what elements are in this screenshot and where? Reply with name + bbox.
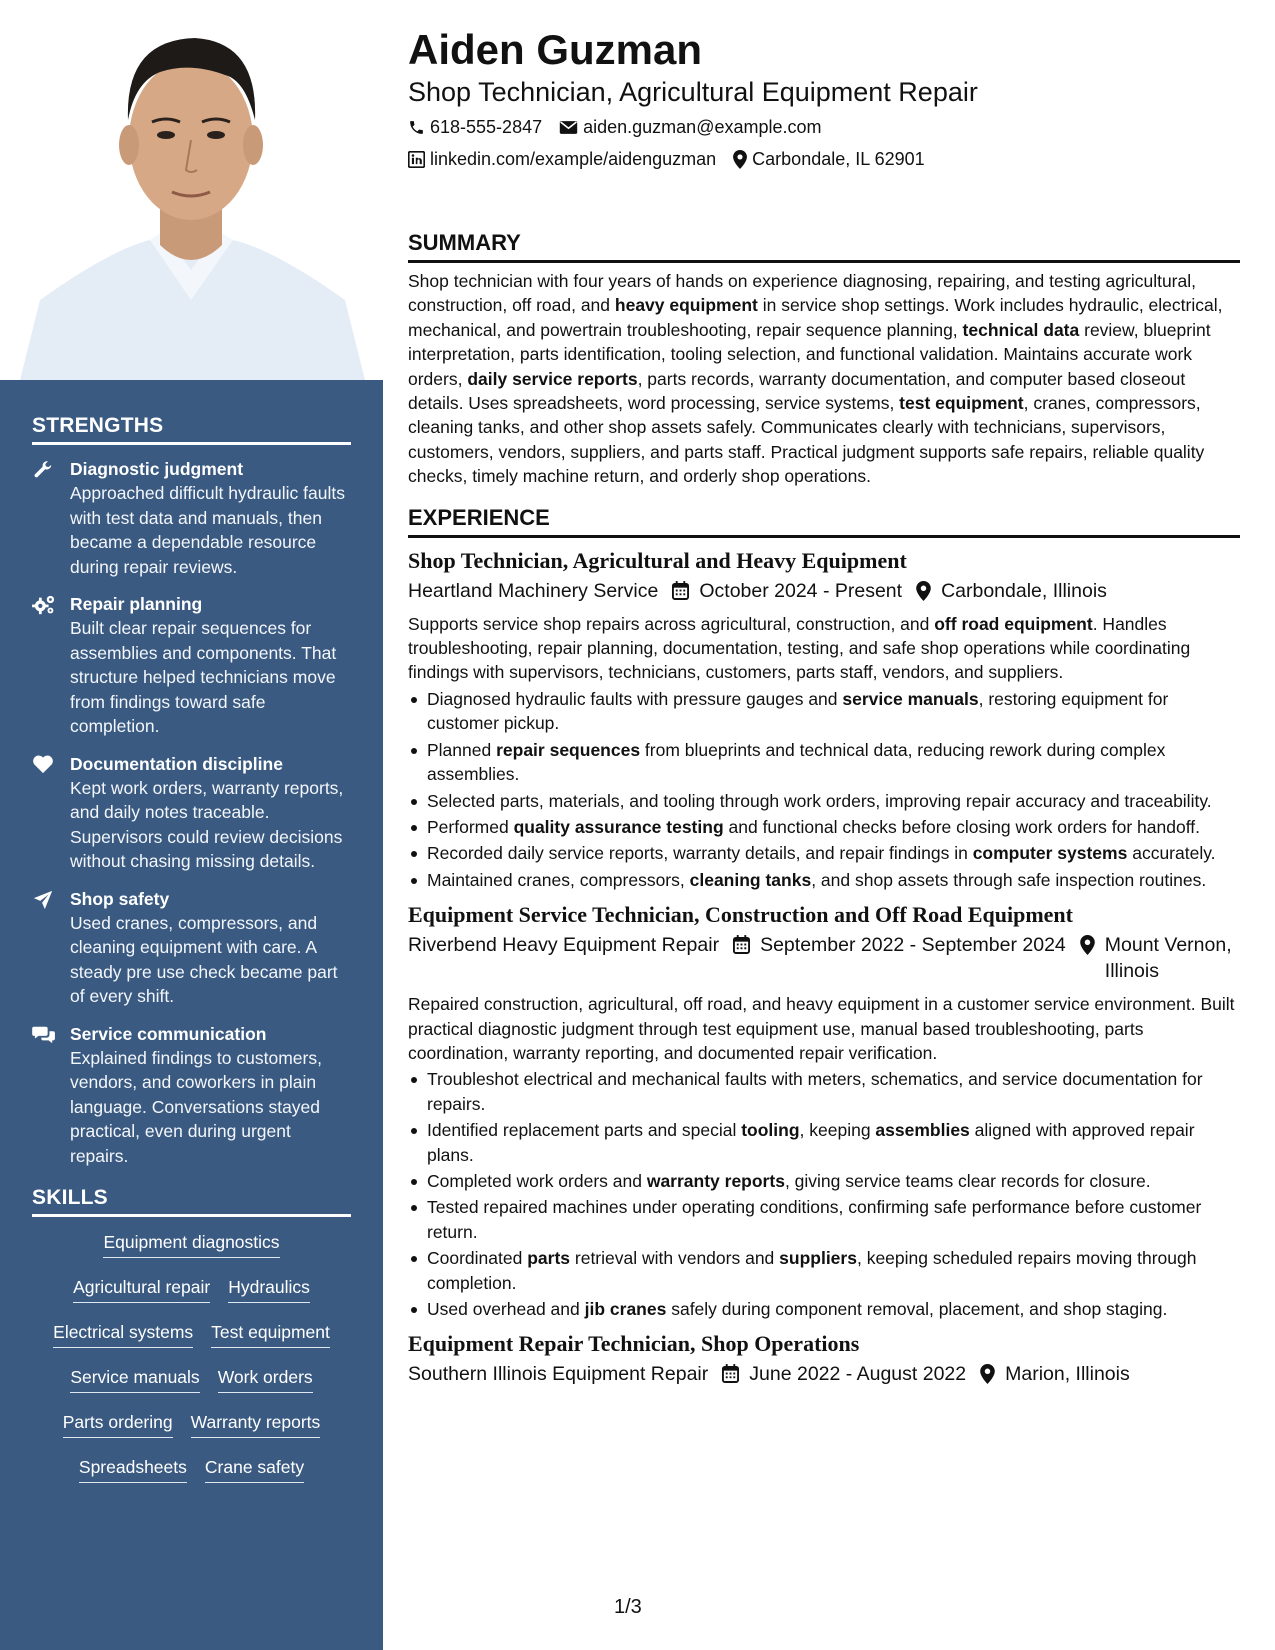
profile-photo	[0, 0, 383, 380]
date-range: June 2022 - August 2022	[749, 1363, 967, 1386]
job-company	[408, 932, 719, 958]
location-text: Marion, Illinois	[1005, 1363, 1130, 1386]
phone-contact[interactable]	[408, 114, 542, 140]
wrench-icon	[32, 457, 70, 579]
chat-bubbles-icon	[32, 1022, 70, 1169]
job-bullet	[408, 1297, 1240, 1321]
job-bullet	[408, 841, 1240, 865]
calendar-icon	[733, 935, 750, 954]
job-title: Equipment Repair Technician, Shop Operations	[408, 1331, 860, 1357]
experience-entry	[408, 900, 1240, 1321]
skill-tag: Warranty reports	[191, 1409, 321, 1438]
job-location	[980, 1361, 1130, 1387]
main-content	[408, 0, 1240, 1650]
job-bullet	[408, 815, 1240, 839]
job-bullets	[408, 687, 1240, 892]
text-run: Recorded daily service reports, warranty details, and repair findings in	[427, 843, 973, 864]
skill-tag: Work orders	[218, 1364, 313, 1393]
map-pin-icon	[733, 150, 747, 169]
bold-text: parts	[527, 1248, 571, 1269]
skill-tag: Test equipment	[211, 1319, 330, 1348]
strength-description: Used cranes, compressors, and cleaning equipment with care. A steady pre use check became part of every shift.	[70, 912, 338, 1006]
strength-title: Service communication	[70, 1023, 267, 1044]
sidebar	[0, 0, 383, 1650]
linkedin-icon	[408, 151, 425, 168]
map-pin-icon	[980, 1364, 995, 1384]
contact-row	[408, 146, 1240, 172]
phone-icon	[408, 119, 425, 136]
skills-row	[32, 1364, 351, 1393]
job-bullet	[408, 1169, 1240, 1193]
skill-tag: Agricultural repair	[73, 1274, 210, 1303]
bold-text: quality assurance testing	[513, 816, 724, 837]
linkedin-contact[interactable]	[408, 146, 716, 172]
text-run: Performed	[427, 816, 514, 837]
skill-tag: Hydraulics	[228, 1274, 310, 1303]
bold-text: repair sequences	[496, 739, 641, 760]
text-run: review, blueprint interpretation, parts identification, tooling selection, and functional validation. Maintains accurate work orders,	[408, 319, 1211, 389]
contact-row	[408, 114, 1240, 140]
bold-text: warranty reports	[646, 1170, 785, 1191]
job-bullet	[408, 687, 1240, 736]
job-meta	[408, 932, 1240, 984]
strength-description: Explained findings to customers, vendors, and coworkers in plain language. Conversations stayed practical, even during urgent repairs.	[70, 1047, 322, 1166]
summary-text	[408, 269, 1240, 489]
job-dates	[722, 1361, 966, 1387]
text-run: Shop technician with four years of hands on experience diagnosing, repairing, and testing agricultural, construction, off road, and	[408, 271, 1196, 316]
bold-text: technical data	[962, 319, 1080, 340]
job-meta	[408, 578, 1240, 604]
skills-row	[32, 1229, 351, 1258]
map-pin-icon	[1080, 935, 1095, 955]
text-run: accurately.	[1127, 843, 1216, 864]
experience-heading: EXPERIENCE	[408, 505, 1240, 538]
experience-entry	[408, 1329, 1240, 1387]
heart-icon	[32, 752, 70, 874]
text-run: , cranes, compressors, cleaning tanks, and other shop assets safely. Communicates clearly with technicians, supervisors, customers, vendors, suppliers, and parts staff. Practical judgment supports safe repairs, reliable quality checks, timely machine return, and orderly shop operations.	[408, 393, 1205, 487]
job-company	[408, 1361, 708, 1387]
text-run: , parts records, warranty documentation, and computer based closeout details. Uses spreadsheets, word processing, service systems,	[408, 368, 1186, 414]
candidate-name: Aiden Guzman	[408, 26, 703, 73]
text-run: Troubleshot electrical and mechanical faults with meters, schematics, and service documentation for repairs.	[427, 1069, 1203, 1114]
strength-item	[32, 457, 351, 579]
text-run: , giving service teams clear records for closure.	[784, 1170, 1151, 1191]
text-run: , restoring equipment for customer pickup.	[427, 688, 1169, 734]
text-run: Supports service shop repairs across agricultural, construction, and	[408, 613, 935, 634]
location-text: Mount Vernon, Illinois	[1104, 934, 1232, 983]
job-title: Shop Technician, Agricultural and Heavy Equipment	[408, 547, 907, 573]
text-run: Planned	[427, 739, 497, 760]
map-pin-icon	[916, 581, 931, 601]
strength-title: Documentation discipline	[70, 753, 283, 774]
bold-text: off road equipment	[934, 613, 1093, 634]
location-contact	[733, 146, 924, 172]
job-title: Equipment Service Technician, Construction and Off Road Equipment	[408, 902, 1073, 928]
strengths-heading: STRENGTHS	[32, 414, 351, 445]
strength-description: Built clear repair sequences for assemblies and components. That structure helped technicians move from findings toward safe completion.	[70, 618, 337, 736]
bold-text: cleaning tanks	[689, 869, 812, 890]
text-run: . Handles troubleshooting, repair planning, documentation, testing, and safe shop operations while coordinating findings with supervisors, technicians, customers, parts staff, vendors, and suppliers.	[408, 613, 1191, 683]
bold-text: tooling	[741, 1120, 800, 1141]
text-run: Diagnosed hydraulic faults with pressure gauges and	[427, 688, 843, 709]
strength-item	[32, 752, 351, 874]
job-location	[916, 578, 1107, 604]
sidebar-panel	[0, 380, 383, 1650]
date-range: October 2024 - Present	[699, 579, 903, 602]
job-dates	[733, 932, 1066, 958]
text-run: aligned with approved repair plans.	[427, 1120, 1195, 1165]
text-run: Maintained cranes, compressors,	[427, 869, 690, 890]
text-run: Repaired construction, agricultural, off road, and heavy equipment in a customer service environment. Built practical diagnostic judgment through test equipment use, manual based troubleshooting, parts coordination, warranty reporting, and documented repair verification.	[408, 994, 1235, 1063]
experience-entry	[408, 546, 1240, 892]
skills-row	[32, 1454, 351, 1483]
text-run: , keeping scheduled repairs moving through completion.	[427, 1248, 1197, 1293]
paper-plane-icon	[32, 887, 70, 1009]
text-run: in service shop settings. Work includes hydraulic, electrical, mechanical, and powertrain troubleshooting, repair sequence planning,	[408, 295, 1223, 340]
job-description	[408, 992, 1240, 1065]
strength-title: Shop safety	[70, 888, 170, 909]
text-run: Completed work orders and	[427, 1170, 647, 1191]
summary-heading: SUMMARY	[408, 230, 1240, 263]
page-number: 1/3	[614, 1596, 642, 1618]
phone-text: 618-555-2847	[430, 117, 543, 137]
text-run: , keeping	[799, 1120, 876, 1141]
company-name: Heartland Machinery Service	[408, 579, 659, 602]
text-run: safely during component removal, placement, and shop staging.	[666, 1299, 1168, 1319]
skill-tag: Equipment diagnostics	[103, 1229, 279, 1258]
job-bullet	[408, 738, 1240, 787]
bold-text: service manuals	[842, 688, 979, 709]
text-run: and functional checks before closing work orders for handoff.	[723, 816, 1200, 837]
company-name: Riverbend Heavy Equipment Repair	[408, 934, 720, 957]
strength-item	[32, 887, 351, 1009]
company-name: Southern Illinois Equipment Repair	[408, 1363, 709, 1386]
strength-description: Approached difficult hydraulic faults with test data and manuals, then became a dependable resource during repair reviews.	[70, 483, 345, 577]
job-bullets	[408, 1067, 1240, 1321]
bold-text: test equipment	[899, 393, 1024, 414]
text-run: Coordinated	[427, 1248, 528, 1269]
strength-title: Diagnostic judgment	[70, 459, 244, 479]
text-run: Tested repaired machines under operating conditions, confirming safe performance before customer return.	[427, 1197, 1202, 1242]
bold-text: computer systems	[972, 843, 1128, 864]
email-contact[interactable]	[559, 114, 821, 140]
skill-tag: Service manuals	[70, 1364, 199, 1393]
skills-heading: SKILLS	[32, 1186, 351, 1217]
bold-text: assemblies	[875, 1120, 970, 1141]
job-bullet	[408, 868, 1240, 892]
text-run: retrieval with vendors and	[570, 1248, 780, 1269]
bold-text: heavy equipment	[614, 295, 758, 316]
skills-row	[32, 1319, 351, 1348]
skills-row	[32, 1409, 351, 1438]
envelope-icon	[559, 120, 578, 135]
calendar-icon	[672, 581, 689, 600]
job-bullet	[408, 789, 1240, 813]
skill-tag: Parts ordering	[63, 1409, 173, 1438]
text-run: Identified replacement parts and special	[427, 1120, 742, 1141]
strength-description: Kept work orders, warranty reports, and daily notes traceable. Supervisors could review decisions without chasing missing details.	[70, 777, 344, 871]
strength-item	[32, 1022, 351, 1169]
job-bullet	[408, 1118, 1240, 1167]
candidate-title: Shop Technician, Agricultural Equipment Repair	[408, 77, 978, 107]
skills-row	[32, 1274, 351, 1303]
job-bullet	[408, 1195, 1240, 1244]
text-run: Selected parts, materials, and tooling through work orders, improving repair accuracy and traceability.	[427, 790, 1212, 811]
bold-text: daily service reports	[467, 368, 638, 389]
job-location	[1080, 932, 1237, 984]
email-text: aiden.guzman@example.com	[583, 117, 822, 137]
date-range: September 2022 - September 2024	[760, 934, 1066, 957]
strength-item	[32, 592, 351, 739]
skill-tag: Electrical systems	[53, 1319, 193, 1348]
job-bullet	[408, 1067, 1240, 1116]
calendar-icon	[722, 1364, 739, 1383]
location-text: Carbondale, IL 62901	[752, 149, 925, 169]
linkedin-text: linkedin.com/example/aidenguzman	[430, 149, 717, 169]
job-dates	[672, 578, 902, 604]
text-run: , and shop assets through safe inspection routines.	[811, 869, 1207, 890]
bold-text: suppliers	[779, 1248, 857, 1269]
skill-tag: Crane safety	[205, 1454, 304, 1483]
job-description	[408, 612, 1240, 685]
job-meta	[408, 1361, 1240, 1387]
gears-icon	[32, 592, 70, 739]
text-run: from blueprints and technical data, reducing rework during complex assemblies.	[427, 739, 1166, 785]
job-bullet	[408, 1246, 1240, 1295]
text-run: Used overhead and	[427, 1299, 585, 1319]
location-text: Carbondale, Illinois	[941, 579, 1107, 602]
bold-text: jib cranes	[584, 1299, 667, 1319]
skill-tag: Spreadsheets	[79, 1454, 187, 1483]
strength-title: Repair planning	[70, 594, 203, 614]
job-company	[408, 578, 658, 604]
